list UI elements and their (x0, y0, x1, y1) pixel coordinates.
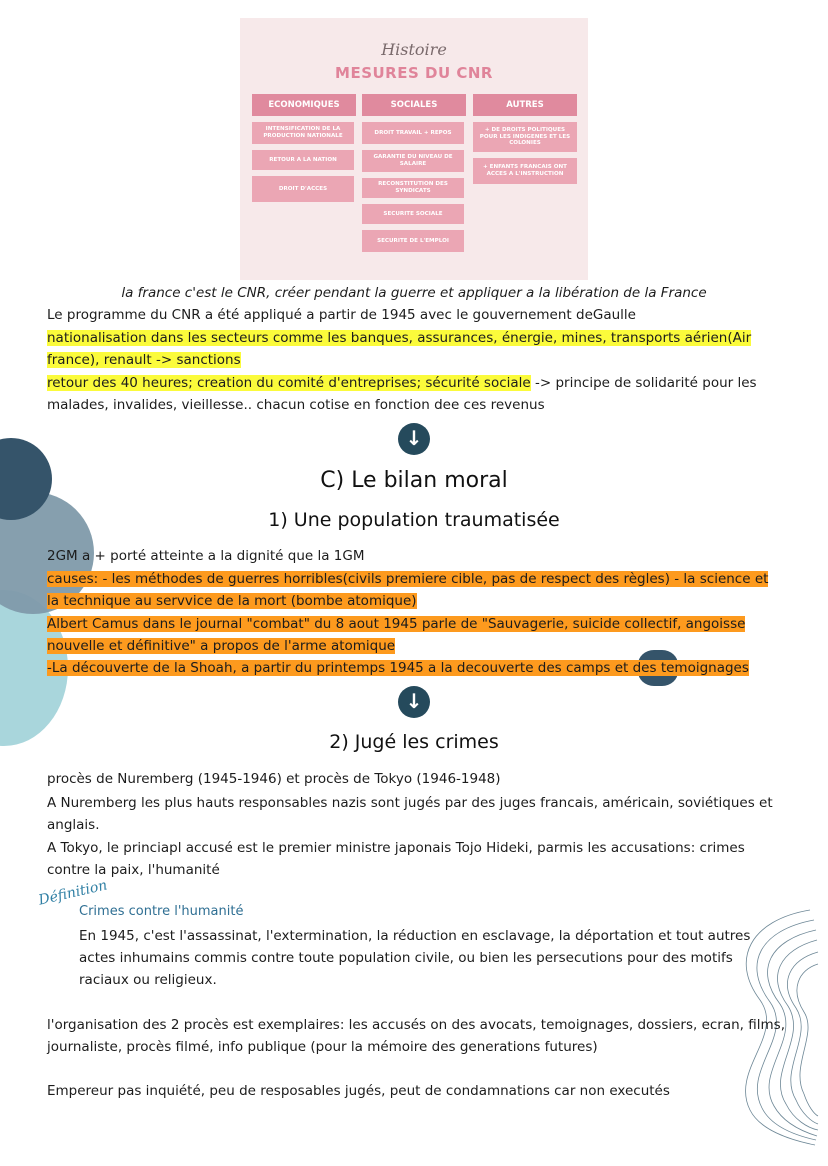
cnr-measures-infographic (240, 18, 588, 280)
text-line: l'organisation des 2 procès est exemplaires: les accusés on des avocats, temoignages, dossiers, ecran, films, (47, 1017, 785, 1033)
subsection-title: 2) Jugé les crimes (329, 731, 499, 753)
text-line: 2GM a + porté atteinte a la dignité que la 1GM (47, 548, 365, 564)
measure-item: DROIT TRAVAIL + REPOS (362, 122, 464, 144)
infographic-title: MESURES DU CNR (335, 64, 493, 82)
arrow-down-icon: ↓ (398, 423, 430, 455)
definition-term: Crimes contre l'humanité (79, 904, 244, 919)
definition-tag: Définition (37, 877, 109, 909)
infographic-caption: la france c'est le CNR, créer pendant la guerre et appliquer a la libération de la France (121, 285, 707, 301)
text-line: A Tokyo, le princiapl accusé est le premier ministre japonais Tojo Hideki, parmis les accusations: crimes (47, 840, 745, 856)
arrow-down-icon: ↓ (398, 686, 430, 718)
definition-line: actes inhumains commis contre toute population civile, ou bien les persecutions pour des motifs (79, 950, 733, 966)
infographic-kicker: Histoire (381, 40, 447, 59)
measure-item: INTENSIFICATION DE LA PRODUCTION NATIONALE (252, 122, 354, 144)
highlighted-line: causes: - les méthodes de guerres horribles(civils premiere cible, pas de respect des règles) - la science et (47, 571, 769, 587)
section-title: C) Le bilan moral (320, 468, 508, 493)
highlighted-line: nationalisation dans les secteurs comme les banques, assurances, énergie, mines, transports aérien(Air (47, 330, 752, 346)
measure-item: SECURITE SOCIALE (362, 204, 464, 224)
measure-item: SECURITE DE L'EMPLOI (362, 230, 464, 252)
measure-item: RECONSTITUTION DES SYNDICATS (362, 178, 464, 198)
highlighted-line: la technique au servvice de la mort (bombe atomique) (47, 593, 417, 609)
highlighted-line: -La découverte de la Shoah, a partir du printemps 1945 a la decouverte des camps et des temoignages (47, 660, 749, 676)
text-line: anglais. (47, 817, 100, 833)
measure-item: DROIT D'ACCES (252, 176, 354, 202)
highlighted-line: retour des 40 heures; creation du comité d'entreprises; sécurité sociale (47, 375, 531, 391)
definition-line: raciaux ou religieux. (79, 972, 217, 988)
text-line: Empereur pas inquiété, peu de resposables jugés, peut de condamnations car non executés (47, 1083, 670, 1099)
highlighted-line: france), renault -> sanctions (47, 352, 241, 368)
text-line: Le programme du CNR a été appliqué a partir de 1945 avec le gouvernement deGaulle (47, 307, 636, 323)
text-fragment: -> principe de solidarité pour les (530, 375, 757, 391)
column-header-autres: AUTRES (473, 94, 577, 116)
definition-line: En 1945, c'est l'assassinat, l'extermination, la réduction en esclavage, la déportation et tout autres (79, 928, 751, 944)
highlighted-line: nouvelle et définitive" a propos de l'arme atomique (47, 638, 396, 654)
column-header-economiques: ECONOMIQUES (252, 94, 356, 116)
text-line: malades, invalides, vieillesse.. chacun cotise en fonction dee ces revenus (47, 397, 545, 413)
measure-item: + DE DROITS POLITIQUES POUR LES INDIGENES ET LES COLONIES (473, 122, 577, 152)
text-line: A Nuremberg les plus hauts responsables nazis sont jugés par des juges francais, américain, soviétiques et (47, 795, 773, 811)
text-line: contre la paix, l'humanité (47, 862, 220, 878)
subsection-title: 1) Une population traumatisée (268, 509, 560, 531)
measure-item: GARANTIE DU NIVEAU DE SALAIRE (362, 150, 464, 172)
column-header-sociales: SOCIALES (362, 94, 466, 116)
measure-item: + ENFANTS FRANCAIS ONT ACCES A L'INSTRUCTION (473, 158, 577, 184)
highlighted-line: Albert Camus dans le journal "combat" du 8 aout 1945 parle de "Sauvagerie, suicide collectif, angoisse (47, 616, 746, 632)
measure-item: RETOUR A LA NATION (252, 150, 354, 170)
text-line: procès de Nuremberg (1945-1946) et procès de Tokyo (1946-1948) (47, 771, 501, 787)
text-line: journaliste, procès filmé, info publique (pour la mémoire des generations futures) (47, 1039, 598, 1055)
